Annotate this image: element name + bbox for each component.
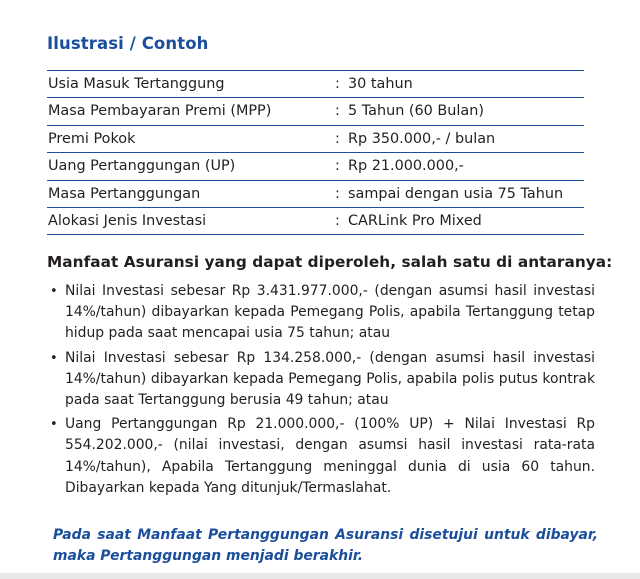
list-item (50, 414, 595, 499)
table-row (47, 126, 584, 153)
row-value: Rp 350.000,- / bulan (348, 130, 496, 147)
bullet-icon: • (50, 350, 58, 366)
row-value: 5 Tahun (60 Bulan) (348, 103, 484, 120)
bullet-icon: • (50, 417, 58, 433)
row-value: 30 tahun (348, 75, 413, 92)
row-value: Rp 21.000.000,- (348, 158, 464, 175)
list-item-text: Uang Pertanggungan Rp 21.000.000,- (100% UP) + Nilai Investasi Rp 554.202.000,- (nilai investasi, dengan asumsi hasil investasi rata-rata 14%/tahun), Apabila Tertanggung meninggal dunia di usia 60 tahun. Dibayarkan kepada Yang ditunjuk/Termaslahat. (65, 416, 595, 496)
list-item (50, 281, 595, 345)
row-separator: : (335, 185, 340, 202)
benefits-list (50, 281, 595, 502)
closing-note: Pada saat Manfaat Pertanggungan Asuransi disetujui untuk dibayar, maka Pertanggungan menjadi berakhir. (53, 527, 598, 564)
section-title: Ilustrasi / Contoh (47, 34, 209, 53)
row-separator: : (335, 130, 340, 147)
table-row (47, 98, 584, 125)
row-value: CARLink Pro Mixed (348, 212, 482, 229)
bottom-divider (0, 573, 640, 579)
row-label: Alokasi Jenis Investasi (48, 212, 207, 229)
row-separator: : (335, 212, 340, 229)
row-label: Uang Pertanggungan (UP) (48, 158, 236, 175)
table-row (47, 181, 584, 208)
row-label: Masa Pembayaran Premi (MPP) (48, 103, 272, 120)
row-separator: : (335, 103, 340, 120)
row-label: Masa Pertanggungan (48, 185, 201, 202)
table-row (47, 208, 584, 235)
illustration-table (47, 70, 584, 235)
row-separator: : (335, 158, 340, 175)
row-label: Premi Pokok (48, 130, 136, 147)
row-separator: : (335, 75, 340, 92)
row-label: Usia Masuk Tertanggung (48, 75, 225, 92)
table-row (47, 71, 584, 98)
benefits-heading: Manfaat Asuransi yang dapat diperoleh, salah satu di antaranya: (47, 253, 613, 271)
list-item (50, 348, 595, 412)
list-item-text: Nilai Investasi sebesar Rp 134.258.000,- (dengan asumsi hasil investasi 14%/tahun) dibayarkan kepada Pemegang Polis, apabila polis putus kontrak pada saat Tertanggung berusia 49 tahun; atau (65, 349, 595, 409)
list-item-text: Nilai Investasi sebesar Rp 3.431.977.000,- (dengan asumsi hasil investasi 14%/tahun) dibayarkan kepada Pemegang Polis, apabila Tertanggung tetap hidup pada saat mencapai usia 75 tahun; atau (65, 283, 595, 342)
table-row (47, 153, 584, 180)
row-value: sampai dengan usia 75 Tahun (348, 185, 564, 202)
bullet-icon: • (50, 284, 58, 299)
